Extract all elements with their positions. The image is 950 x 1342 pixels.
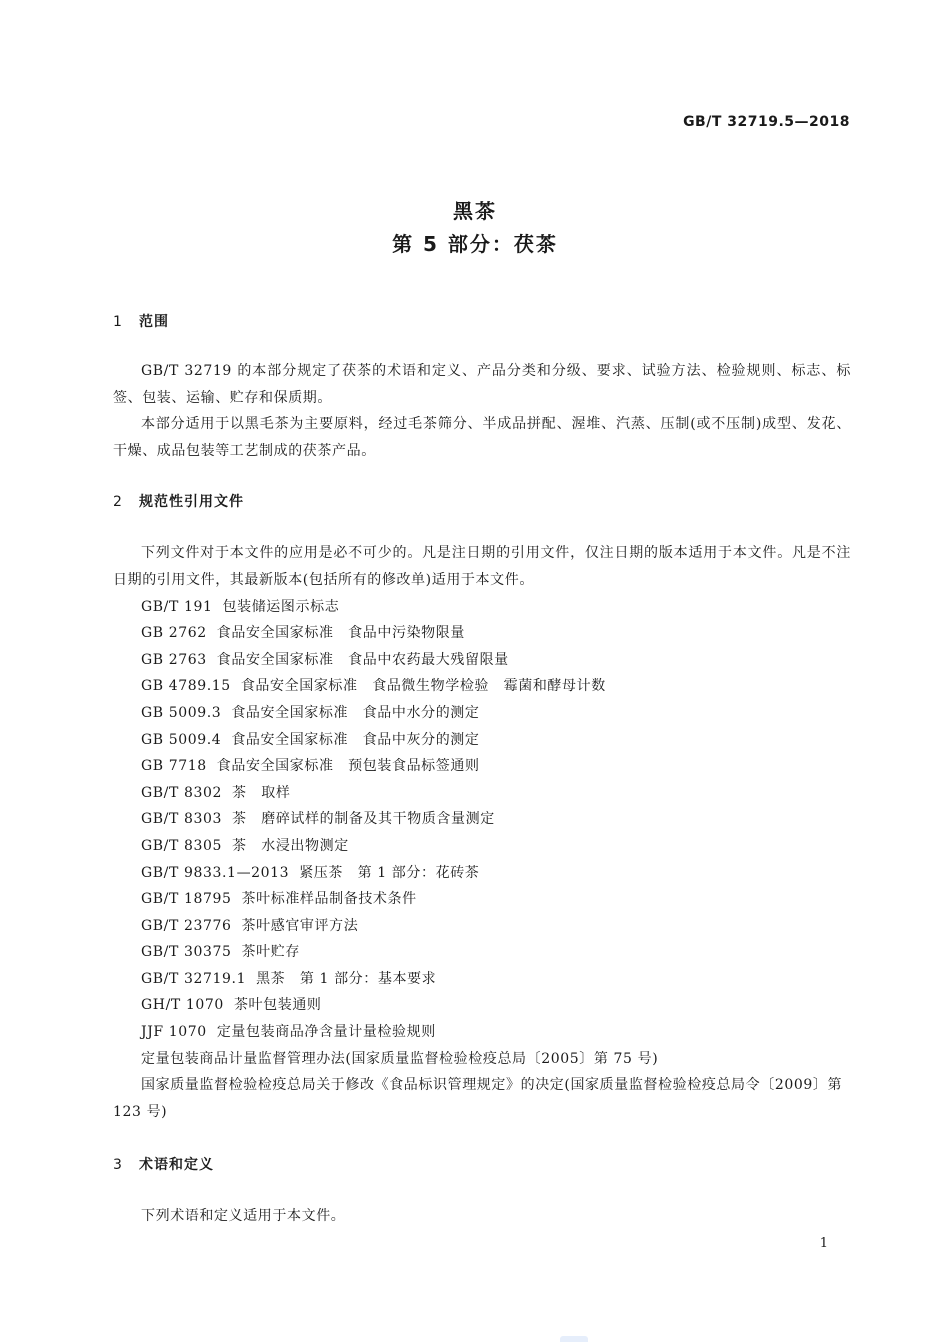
reference-title: 黑茶 第 1 部分：基本要求 xyxy=(256,970,437,987)
paragraph: GB/T 32719 的本部分规定了茯茶的术语和定义、产品分类和分级、要求、试验方法、检验规则、标志、标签、包装、运输、贮存和保质期。 xyxy=(113,363,851,406)
reference-item xyxy=(113,647,851,674)
section-number: 1 xyxy=(113,314,123,330)
section-title: 术语和定义 xyxy=(139,1157,214,1174)
title-main: 黑茶 xyxy=(453,199,497,223)
reference-item xyxy=(113,966,851,993)
reference-title: 食品安全国家标准 食品中水分的测定 xyxy=(231,704,480,721)
reference-code: GH/T 1070 xyxy=(141,997,224,1014)
footer-decoration xyxy=(560,1336,588,1342)
section-title: 范围 xyxy=(139,314,169,330)
reference-title: 茶叶标准样品制备技术条件 xyxy=(241,891,417,908)
reference-title: 定量包装商品净含量计量检验规则 xyxy=(216,1024,436,1041)
reference-title: 食品安全国家标准 预包装食品标签通则 xyxy=(216,758,480,775)
reference-title: 食品安全国家标准 食品中污染物限量 xyxy=(216,625,465,642)
reference-item xyxy=(113,886,851,913)
reference-item xyxy=(113,727,851,754)
reference-item xyxy=(113,753,851,780)
paragraph: 本部分适用于以黑毛茶为主要原料，经过毛茶筛分、半成品拼配、渥堆、汽蒸、压制(或不压制)成型、发花、干燥、成品包装等工艺制成的茯茶产品。 xyxy=(113,416,851,459)
reference-title: 紧压茶 第 1 部分：花砖茶 xyxy=(299,864,480,881)
reference-code: GB/T 191 xyxy=(141,598,213,615)
reference-item xyxy=(113,780,851,807)
section-title: 规范性引用文件 xyxy=(139,494,244,511)
reference-title: 食品安全国家标准 食品中农药最大残留限量 xyxy=(216,651,509,668)
reference-item xyxy=(113,700,851,727)
reference-item xyxy=(113,913,851,940)
reference-item xyxy=(113,939,851,966)
reference-code: JJF 1070 xyxy=(141,1024,207,1041)
standard-number: GB/T 32719.5—2018 xyxy=(683,114,850,130)
reference-title: 茶 取样 xyxy=(232,784,291,801)
document-title xyxy=(0,196,950,260)
reference-code: GB/T 30375 xyxy=(141,944,232,961)
reference-code: GB/T 9833.1—2013 xyxy=(141,864,290,881)
section-number: 2 xyxy=(113,494,123,511)
reference-code: GB 5009.3 xyxy=(141,704,222,721)
reference-item xyxy=(113,594,851,621)
reference-title: 茶叶贮存 xyxy=(241,944,300,961)
document-body xyxy=(113,310,851,1230)
reference-title: 包装储运图示标志 xyxy=(222,598,340,615)
reference-item xyxy=(113,1019,851,1046)
reference-code: GB/T 18795 xyxy=(141,891,232,908)
reference-item xyxy=(113,806,851,833)
reference-code: GB/T 8302 xyxy=(141,784,223,801)
reference-title: 茶叶感官审评方法 xyxy=(241,917,359,934)
section-heading-scope xyxy=(113,310,851,334)
reference-code: GB/T 32719.1 xyxy=(141,970,247,987)
reference-title: 食品安全国家标准 食品中灰分的测定 xyxy=(231,731,480,748)
reference-item xyxy=(113,833,851,860)
section-heading-terms xyxy=(113,1153,851,1177)
paragraph: 下列术语和定义适用于本文件。 xyxy=(141,1208,346,1225)
reference-item xyxy=(113,673,851,700)
reference-code: GB 5009.4 xyxy=(141,731,222,748)
reference-item xyxy=(113,860,851,887)
title-sub: 第 5 部分：茯茶 xyxy=(392,232,558,256)
reference-code: GB 2762 xyxy=(141,625,207,642)
reference-title: 茶叶包装通则 xyxy=(233,997,322,1014)
page-number: 1 xyxy=(819,1236,828,1251)
regulation-reference: 定量包装商品计量监督管理办法(国家质量监督检验检疫总局〔2005〕第 75 号) xyxy=(141,1050,659,1067)
reference-code: GB/T 8303 xyxy=(141,811,223,828)
reference-code: GB/T 8305 xyxy=(141,837,223,854)
reference-code: GB 2763 xyxy=(141,651,207,668)
paragraph: 下列文件对于本文件的应用是必不可少的。凡是注日期的引用文件，仅注日期的版本适用于本文件。凡是不注日期的引用文件，其最新版本(包括所有的修改单)适用于本文件。 xyxy=(113,545,851,588)
reference-code: GB 4789.15 xyxy=(141,678,231,695)
regulation-reference: 国家质量监督检验检疫总局关于修改《食品标识管理规定》的决定(国家质量监督检验检疫总局令〔2009〕第 123 号) xyxy=(113,1077,843,1120)
reference-title: 茶 磨碎试样的制备及其干物质含量测定 xyxy=(232,811,495,828)
section-number: 3 xyxy=(113,1157,123,1174)
reference-code: GB 7718 xyxy=(141,758,207,775)
section-heading-normative-references xyxy=(113,490,851,514)
reference-title: 食品安全国家标准 食品微生物学检验 霉菌和酵母计数 xyxy=(240,678,606,695)
reference-item xyxy=(113,992,851,1019)
reference-title: 茶 水浸出物测定 xyxy=(232,837,349,854)
reference-item xyxy=(113,620,851,647)
reference-code: GB/T 23776 xyxy=(141,917,232,934)
